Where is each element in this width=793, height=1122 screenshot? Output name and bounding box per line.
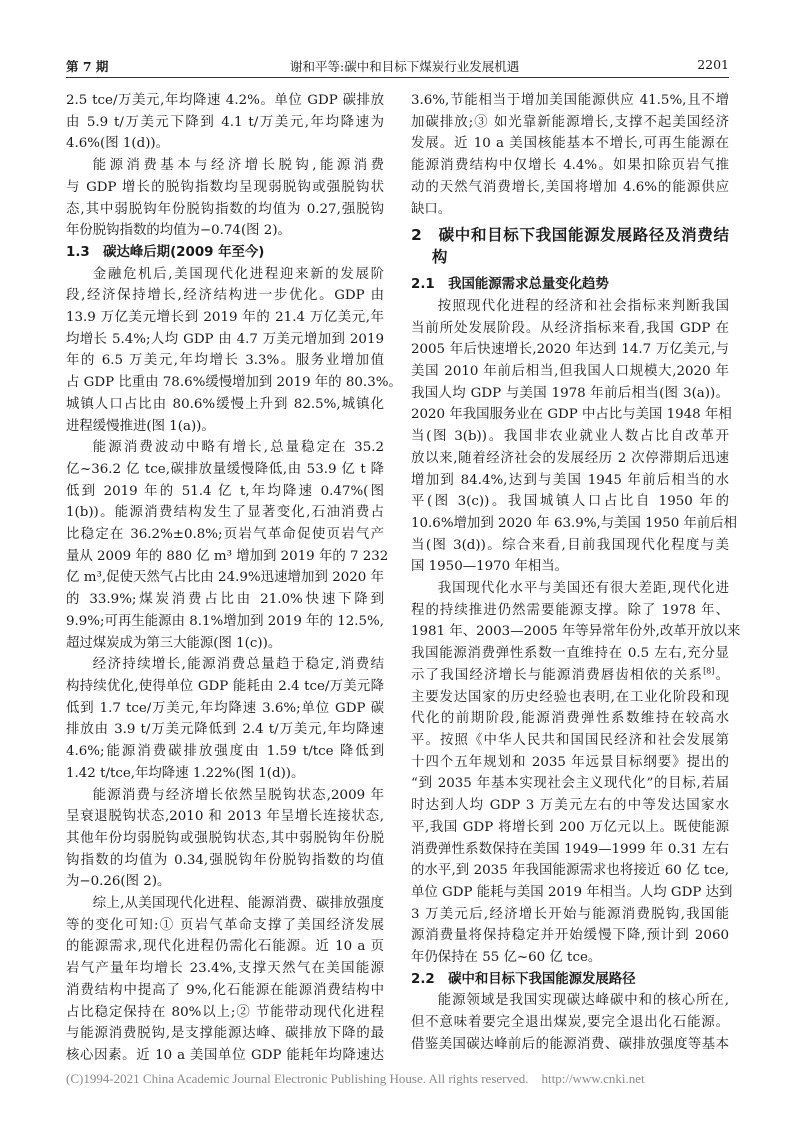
text-line: 城镇人口占比由 80.6%缓慢上升到 82.5%,城镇化: [66, 396, 384, 412]
text-line: 低到 2019 年的 51.4 亿 t,年均降速 0.47%(图: [66, 483, 384, 499]
text-line: 排放由 3.9 t/万美元降低到 2.4 t/万美元,年均降速: [66, 722, 384, 738]
text-line: 与能源消费脱钩,是支撑能源达峰、碳排放下降的最: [66, 1026, 384, 1042]
section-heading: 2.2 碳中和目标下我国能源发展路径: [411, 971, 636, 987]
paragraph: [66, 785, 384, 894]
text-line: 4.6%;能源消费碳排放强度由 1.59 t/tce 降低到: [66, 744, 384, 760]
text-line: 当(图 3(b))。我国非农业就业人数占比自改革开: [411, 429, 729, 445]
text-line: 的能源需求,现代化进程仍需化石能源。近 10 a 页: [66, 939, 384, 955]
text-line: 超过煤炭成为第三大能源(图 1(c))。: [66, 635, 282, 651]
text-line: 能源消费结构中仅增长 4.4%。如果扣除页岩气推: [411, 158, 729, 174]
paragraph: [66, 155, 384, 242]
text-line: 2 碳中和目标下我国能源发展路径及消费结: [411, 226, 729, 245]
text-line: 岩气产量年均增长 23.4%,支撑天然气在美国能源: [66, 961, 384, 977]
paragraph: [411, 578, 741, 969]
left-column: [66, 90, 402, 1067]
text-line: 缺口。: [411, 201, 452, 217]
text-line: 年份脱钩指数的均值为−0.74(图 2)。: [66, 223, 291, 239]
text-line: 13.9 万亿美元增长到 2019 年的 21.4 万亿美元,年: [66, 310, 384, 326]
text-line: 十四个五年规划和 2035 年远景目标纲要》提出的: [411, 754, 729, 770]
text-line: 当前所处发展阶段。从经济指标来看,我国 GDP 在: [411, 320, 729, 336]
text-line: 等的变化可知:① 页岩气革命支撑了美国经济发展: [66, 917, 384, 933]
text-line: 金融危机后,美国现代化进程迎来新的发展阶: [92, 266, 384, 282]
text-line: 钩指数的均值为 0.34,强脱钩年份脱钩指数的均值: [66, 852, 384, 868]
journal-issue: 第 7 期: [66, 59, 109, 74]
right-column: [411, 90, 741, 1056]
text-line: 的水平,到 2035 年我国能源需求也将接近 60 亿 tce,: [411, 863, 729, 879]
text-line: 主要发达国家的历史经验也表明,在工业化阶段和现: [411, 689, 729, 705]
text-line: 均增长 5.4%;人均 GDP 由 4.7 万美元增加到 2019: [66, 331, 384, 347]
text-line: 段,经济保持增长,经济结构进一步优化。GDP 由: [66, 288, 384, 304]
text-line: “到 2035 年基本实现社会主义现代化”的目标,若届: [411, 776, 729, 792]
text-line: 量从 2009 年的 880 亿 m³ 增加到 2019 年的 7 232: [66, 548, 389, 564]
citation-reference[interactable]: [8]: [703, 666, 715, 676]
text-line: 单位 GDP 能耗与美国 2019 年相当。人均 GDP 达到: [411, 884, 733, 900]
section-heading: 2.1 我国能源需求总量变化趋势: [411, 277, 609, 293]
footer-url[interactable]: http://www.cnki.net: [541, 1071, 645, 1086]
text-line: 年的 6.5 万美元,年均增长 3.3%。服务业增加值: [66, 353, 384, 369]
text-line: 加碳排放;③ 如光靠新能源增长,支撑不起美国经济: [411, 114, 729, 130]
text-line: 的 33.9%;煤炭消费占比由 21.0%快速下降到: [66, 592, 384, 608]
text-line: 国 1950—1970 年相当。: [411, 559, 569, 575]
text-line: 放以来,随着经济社会的发展经历 2 次停滞期后迅速: [411, 450, 729, 466]
text-line: 能源消费与经济增长依然呈脱钩状态,2009 年: [92, 787, 384, 803]
header-rule: [66, 77, 729, 78]
paragraph: [66, 437, 389, 654]
text-line: 占比稳定保持在 80%以上;② 节能带动现代化进程: [66, 1004, 384, 1020]
text-line: 平。按照《中华人民共和国国民经济和社会发展第: [411, 732, 729, 748]
text-line: 消费结构中提高了 9%,化石能源在能源消费结构中: [66, 982, 384, 998]
text-line: 平,我国 GDP 将增长到 200 万亿元以上。既使能源: [411, 819, 729, 835]
text-line: 但不意味着要完全退出煤炭,要完全退出化石能源。: [411, 1015, 729, 1031]
text-line: 呈衰退脱钩状态,2010 和 2013 年呈增长连接状态,: [66, 809, 384, 825]
text-line: 4.6%(图 1(d))。: [66, 136, 170, 152]
text-run: 。: [714, 667, 730, 683]
text-line: 10.6%增加到 2020 年 63.9%,与美国 1950 年前后相: [411, 515, 738, 531]
text-line: 2.5 tce/万美元,年均降速 4.2%。单位 GDP 碳排放: [66, 93, 384, 108]
text-line: 能源消费波动中略有增长,总量稳定在 35.2: [92, 440, 384, 456]
paragraph: [66, 893, 384, 1067]
text-line: 我国人均 GDP 与美国 1978 年前后相当(图 3(a))。: [411, 385, 729, 401]
paragraph: [66, 264, 402, 438]
chapter-heading: [411, 224, 729, 268]
paragraph: [411, 296, 738, 578]
text-line: 当(图 3(d))。综合来看,目前我国现代化程度与美: [411, 537, 729, 553]
text-line: 动的天然气消费增长,美国将增加 4.6%的能源供应: [411, 179, 729, 195]
text-run: 示了我国经济增长与能源消费唇齿相依的关系: [411, 667, 704, 683]
text-line: 借鉴美国碳达峰前后的能源消费、碳排放强度等基本: [411, 1036, 729, 1052]
text-line: 占 GDP 比重由 78.6%缓慢增加到 2019 年的 80.3%。: [66, 375, 402, 391]
copyright-notice: (C)1994-2021 China Academic Journal Electronic Publishing House. All rights reserved.: [66, 1071, 529, 1086]
text-line: 美国 2010 年前后相当,但我国人口规模大,2020 年: [411, 364, 729, 380]
text-line: 进程缓慢推进(图 1(a))。: [66, 418, 215, 434]
text-line: 亿~36.2 亿 tce,碳排放量缓慢降低,由 53.9 亿 t 降: [66, 461, 384, 477]
paragraph: [411, 990, 729, 1055]
text-line: 3.6%,节能相当于增加美国能源供应 41.5%,且不增: [411, 93, 729, 108]
text-line: 代化的前期阶段,能源消费弹性系数维持在较高水: [411, 711, 729, 727]
section-heading: 1.3 碳达峰后期(2009 年至今): [66, 244, 265, 260]
text-line: 2005 年后快速增长,2020 年达到 14.7 万亿美元,与: [411, 342, 729, 358]
text-line: [411, 665, 729, 687]
text-line: 程的持续推进仍然需要能源支撑。除了 1978 年、: [411, 602, 729, 618]
text-line: 其他年份均弱脱钩或强脱钩状态,其中弱脱钩年份脱: [66, 830, 384, 846]
text-line: 平(图 3(c))。我国城镇人口占比自 1950 年的: [411, 494, 729, 510]
text-line: 源消费量将保持稳定并开始缓慢下降,预计到 2060: [411, 928, 729, 944]
text-line: 经济持续增长,能源消费总量趋于稳定,消费结: [92, 657, 384, 673]
text-line: 低到 1.7 tce/万美元,年均降速 3.6%;单位 GDP 碳: [66, 700, 384, 716]
text-line: 1981 年、2003—2005 年等异常年份外,改革开放以来: [411, 624, 741, 640]
text-line: 核心因素。近 10 a 美国单位 GDP 能耗年均降速达: [66, 1047, 384, 1063]
paragraph: [66, 654, 384, 784]
text-line: 年仍保持在 55 亿~60 亿 tce。: [411, 950, 602, 966]
running-title: 谢和平等:碳中和目标下煤炭行业发展机遇: [290, 59, 520, 74]
text-line: 由 5.9 t/万美元下降到 4.1 t/万美元,年均降速为: [66, 114, 384, 130]
text-line: 2020 年我国服务业在 GDP 中占比与美国 1948 年相: [411, 407, 732, 423]
text-line: 比稳定在 36.2%±0.8%;页岩气革命促使页岩气产: [66, 527, 384, 543]
text-line: 与 GDP 增长的脱钩指数均呈现弱脱钩或强脱钩状: [66, 179, 384, 195]
text-line: 1.42 t/tce,年均降速 1.22%(图 1(d))。: [66, 765, 305, 781]
text-line: 构: [411, 248, 448, 267]
paragraph: [411, 90, 729, 220]
text-line: 我国能源消费弹性系数一直维持在 0.5 左右,充分显: [411, 646, 729, 662]
text-line: 发展。近 10 a 美国核能基本不增长,可再生能源在: [411, 136, 729, 152]
text-line: 3 万美元后,经济增长开始与能源消费脱钩,我国能: [411, 906, 729, 922]
text-line: 增加到 84.4%,达到与美国 1945 年前后相当的水: [411, 472, 729, 488]
text-line: 我国现代化水平与美国还有很大差距,现代化进: [437, 581, 729, 597]
text-line: 1(b))。能源消费结构发生了显著变化,石油消费占: [66, 505, 384, 521]
text-line: 构持续优化,使得单位 GDP 能耗由 2.4 tce/万美元降: [66, 678, 384, 694]
text-line: 能源消费基本与经济增长脱钩,能源消费: [92, 158, 384, 174]
text-line: 综上,从美国现代化进程、能源消费、碳排放强度: [92, 896, 384, 912]
text-line: 为−0.26(图 2)。: [66, 874, 171, 890]
text-line: 按照现代化进程的经济和社会指标来判断我国: [437, 298, 729, 314]
text-line: 态,其中弱脱钩年份脱钩指数的均值为 0.27,强脱钩: [66, 201, 384, 217]
text-line: 时达到人均 GDP 3 万美元左右的中等发达国家水: [411, 798, 729, 814]
text-line: 9.9%;可再生能源由 8.1%增加到 2019 年的 12.5%,: [66, 613, 384, 629]
text-line: 能源领域是我国实现碳达峰碳中和的核心所在,: [437, 993, 729, 1009]
paragraph: [66, 90, 384, 155]
page-number: 2201: [697, 57, 729, 72]
text-line: 消费弹性系数保持在美国 1949—1999 年 0.31 左右: [411, 841, 729, 857]
footer: [66, 1071, 645, 1087]
text-line: 亿 m³,促使天然气占比由 24.9%迅速增加到 2020 年: [66, 570, 384, 586]
